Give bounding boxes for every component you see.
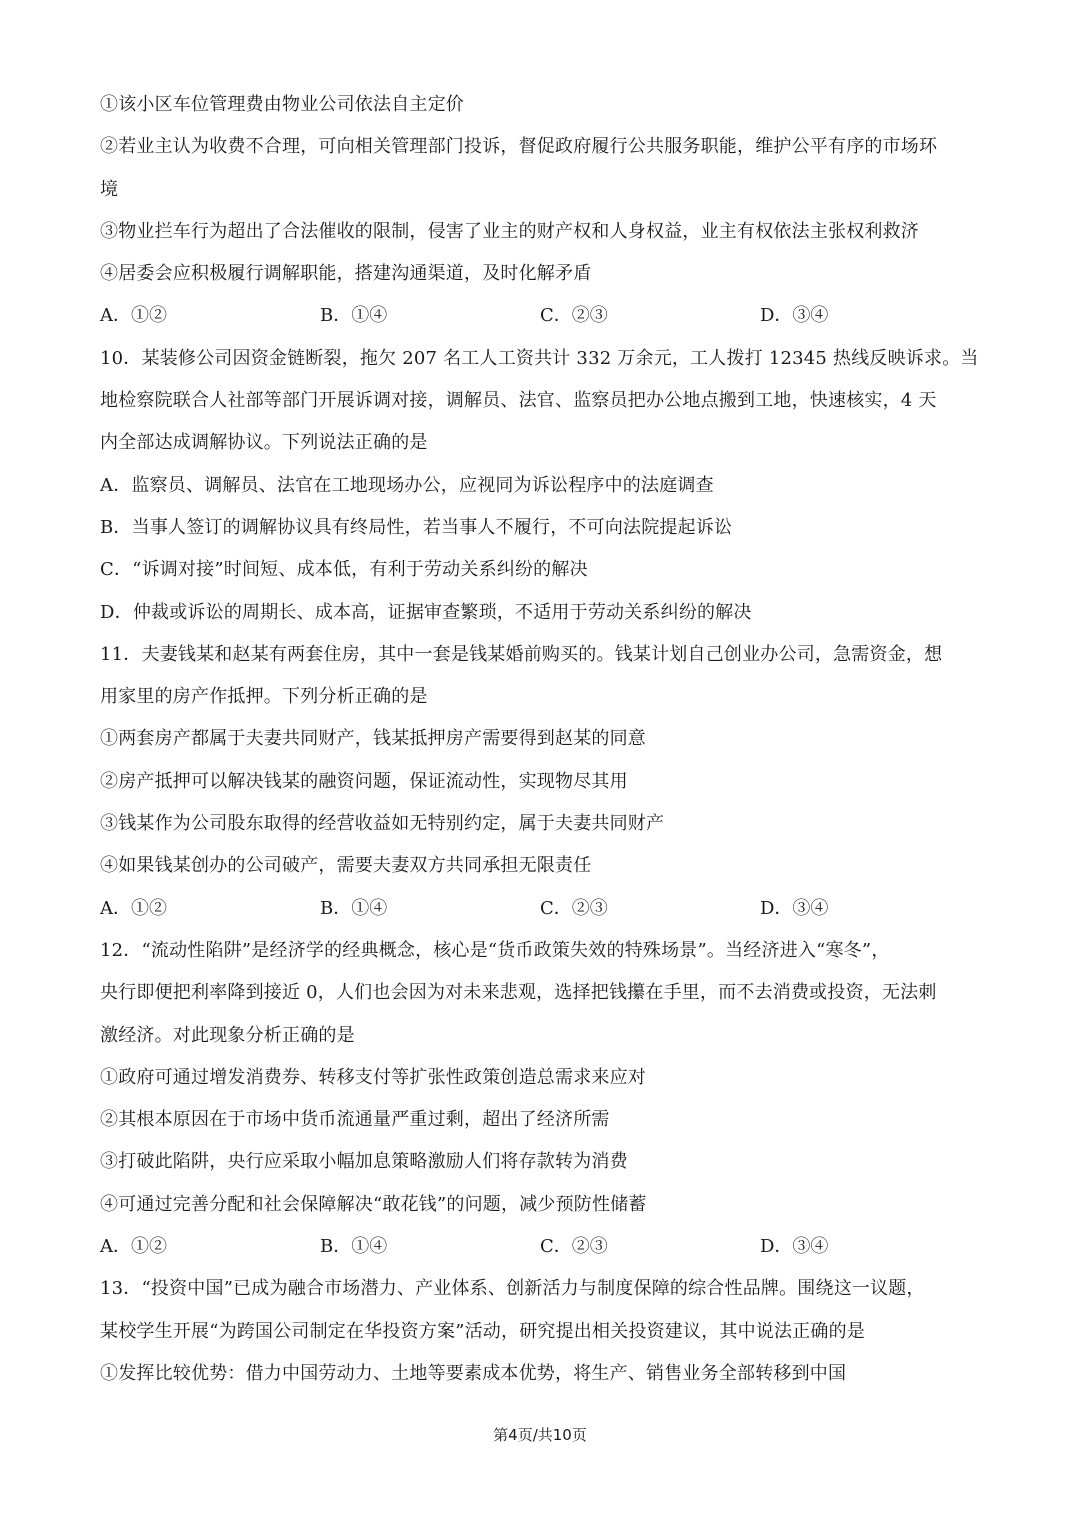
q9-item-1: ①该小区车位管理费由物业公司依法自主定价 bbox=[100, 94, 464, 115]
q10-stem-3: 内全部达成调解协议。下列说法正确的是 bbox=[100, 432, 428, 454]
page-footer: 第4页/共10页 bbox=[493, 1426, 587, 1444]
q10-choice-d: D．仲裁或诉讼的周期长、成本高，证据审查繁琐，不适用于劳动关系纠纷的解决 bbox=[100, 601, 752, 623]
q11-stem-1: 11．夫妻钱某和赵某有两套住房，其中一套是钱某婚前购买的。钱某计划自己创业办公司，急需资金，想 bbox=[100, 643, 943, 665]
q11-stem-2: 用家里的房产作抵押。下列分析正确的是 bbox=[100, 686, 428, 708]
q13-stem-2: 某校学生开展“为跨国公司制定在华投资方案”活动，研究提出相关投资建议，其中说法正确的是 bbox=[100, 1320, 865, 1342]
q12-item-3: ③打破此陷阱，央行应采取小幅加息策略激励人们将存款转为消费 bbox=[100, 1151, 628, 1173]
q12-stem-3: 激经济。对此现象分析正确的是 bbox=[100, 1024, 355, 1046]
q10-stem-2: 地检察院联合人社部等部门开展诉调对接，调解员、法官、监察员把办公地点搬到工地，快速核实，4 天 bbox=[100, 390, 937, 412]
q9-option-c: C．②③ bbox=[540, 305, 608, 327]
page-content bbox=[100, 84, 980, 1395]
q9-item-4: ④居委会应积极履行调解职能，搭建沟通渠道，及时化解矛盾 bbox=[100, 263, 592, 285]
q11-option-c: C．②③ bbox=[540, 897, 608, 919]
q11-option-b: B．①④ bbox=[320, 897, 388, 919]
q11-option-d: D．③④ bbox=[760, 897, 829, 919]
q12-stem-1: 12．“流动性陷阱”是经济学的经典概念，核心是“货币政策失效的特殊场景”。当经济进入“寒冬”， bbox=[100, 939, 890, 961]
q11-item-4: ④如果钱某创办的公司破产，需要夫妻双方共同承担无限责任 bbox=[100, 855, 592, 877]
q9-item-2-cont: 境 bbox=[100, 178, 119, 200]
q11-item-1: ①两套房产都属于夫妻共同财产，钱某抵押房产需要得到赵某的同意 bbox=[100, 728, 646, 750]
q11-options bbox=[100, 888, 980, 930]
q9-item-2: ②若业主认为收费不合理，可向相关管理部门投诉，督促政府履行公共服务职能，维护公平有序的市场环 bbox=[100, 136, 938, 158]
q9-option-d: D．③④ bbox=[760, 305, 829, 327]
q13-item-1: ①发挥比较优势：借力中国劳动力、土地等要素成本优势，将生产、销售业务全部转移到中国 bbox=[100, 1362, 847, 1384]
q12-option-d: D．③④ bbox=[760, 1236, 829, 1258]
q12-options bbox=[100, 1226, 980, 1268]
q9-option-a: A．①② bbox=[100, 305, 167, 327]
q10-choice-b: B．当事人签订的调解协议具有终局性，若当事人不履行，不可向法院提起诉讼 bbox=[100, 516, 733, 538]
q13-stem-1: 13．“投资中国”已成为融合市场潜力、产业体系、创新活力与制度保障的综合性品牌。围绕这一议题， bbox=[100, 1278, 925, 1300]
q11-option-a: A．①② bbox=[100, 897, 167, 919]
q10-choice-c: C．“诉调对接”时间短、成本低，有利于劳动关系纠纷的解决 bbox=[100, 559, 588, 581]
q12-option-c: C．②③ bbox=[540, 1236, 608, 1258]
q12-item-1: ①政府可通过增发消费券、转移支付等扩张性政策创造总需求来应对 bbox=[100, 1066, 646, 1088]
q11-item-3: ③钱某作为公司股东取得的经营收益如无特别约定，属于夫妻共同财产 bbox=[100, 813, 665, 835]
q12-item-4: ④可通过完善分配和社会保障解决“敢花钱”的问题，减少预防性储蓄 bbox=[100, 1193, 647, 1215]
q9-option-b: B．①④ bbox=[320, 305, 388, 327]
q10-choice-a: A．监察员、调解员、法官在工地现场办公，应视同为诉讼程序中的法庭调查 bbox=[100, 474, 714, 496]
q11-item-2: ②房产抵押可以解决钱某的融资问题，保证流动性，实现物尽其用 bbox=[100, 770, 628, 792]
q12-option-a: A．①② bbox=[100, 1236, 167, 1258]
q12-item-2: ②其根本原因在于市场中货币流通量严重过剩，超出了经济所需 bbox=[100, 1109, 610, 1131]
q12-option-b: B．①④ bbox=[320, 1236, 388, 1258]
q9-options bbox=[100, 295, 980, 337]
q9-item-3: ③物业拦车行为超出了合法催收的限制，侵害了业主的财产权和人身权益，业主有权依法主张权利救济 bbox=[100, 220, 919, 242]
q12-stem-2: 央行即便把利率降到接近 0，人们也会因为对未来悲观，选择把钱攥在手里，而不去消费或投资，无法刺 bbox=[100, 982, 937, 1004]
q10-stem-1: 10．某装修公司因资金链断裂，拖欠 207 名工人工资共计 332 万余元，工人拨打 12345 热线反映诉求。当 bbox=[100, 347, 979, 369]
